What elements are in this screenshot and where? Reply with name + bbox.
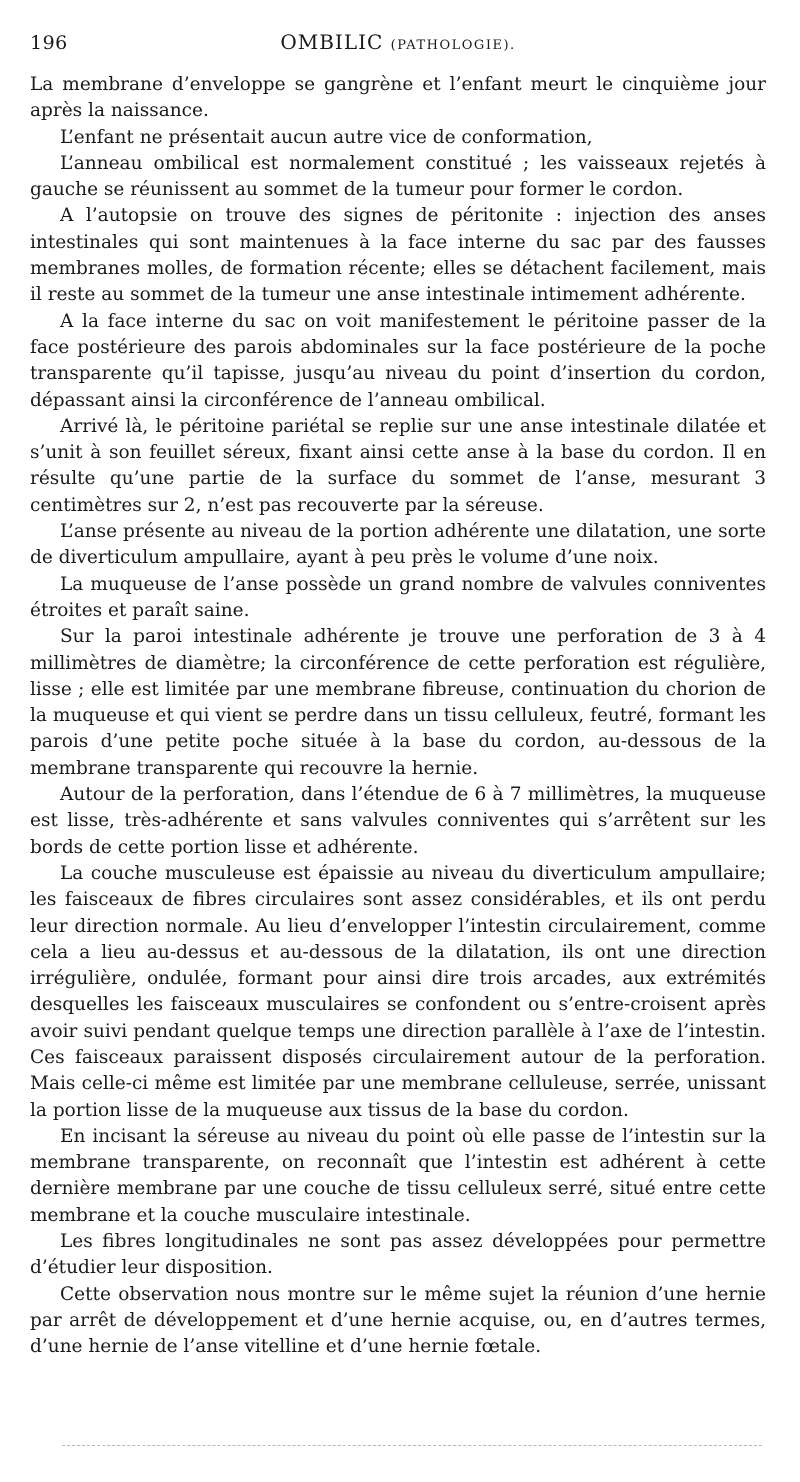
body-text xyxy=(30,72,766,1361)
paragraph: L’anneau ombilical est normalement constitué ; les vaisseaux rejetés à gauche se réunissent au sommet de la tumeur pour former le cordon. xyxy=(30,152,766,201)
paragraph: L’anse présente au niveau de la portion adhérente une dilatation, une sorte de diverticulum ampullaire, ayant à peu près le volume d’une noix. xyxy=(30,521,766,569)
paragraph: Les fibres longitudinales ne sont pas assez développées pour permettre d’étudier leur disposition. xyxy=(30,1231,766,1279)
page-header xyxy=(30,30,766,60)
paragraph: Autour de la perforation, dans l’étendue de 6 à 7 millimètres, la muqueuse est lisse, très-adhérente et sans valvules conniventes qui s’arrêtent sur les bords de cette portion lisse et adhérente. xyxy=(30,784,766,858)
paragraph: La membrane d’enveloppe se gangrène et l’enfant meurt le cinquième jour après la naissance. xyxy=(30,74,766,122)
running-head-section: (PATHOLOGIE). xyxy=(390,38,516,53)
footer-rule xyxy=(62,1445,762,1446)
paragraph: A l’autopsie on trouve des signes de péritonite : injection des anses intestinales qui sont maintenues à la face interne du sac par des fausses membranes molles, de formation récente; elles se détachent facilement, mais il reste au sommet de la tumeur une anse intestinale intimement adhérente. xyxy=(30,205,766,306)
paragraph: Arrivé là, le péritoine pariétal se replie sur une anse intestinale dilatée et s’unit à son feuillet séreux, fixant ainsi cette anse à la base du cordon. Il en résulte qu’une partie de la surface du sommet de l’anse, mesurant 3 centimètres sur 2, n’est pas recouverte par la séreuse. xyxy=(30,415,766,516)
paragraph: La couche musculeuse est épaissie au niveau du diverticulum ampullaire; les faisceaux de fibres circulaires sont assez considérables, et ils ont perdu leur direction normale. Au lieu d’envelopper l’intestin circulairement, comme cela a lieu au-dessus et au-dessous de la dilatation, ils ont une direction irrégulière, ondulée, formant pour ainsi dire trois arcades, aux extrémités desquelles les faisceaux musculaires se confondent ou s’entre-croisent après avoir suivi pendant quelque temps une direction parallèle à l’axe de l’intestin. Ces faisceaux paraissent disposés circulairement autour de la perforation. Mais celle-ci même est limitée par une membrane celluleuse, serrée, unissant la portion lisse de la muqueuse aux tissus de la base du cordon. xyxy=(30,862,766,1121)
paragraph: L’enfant ne présentait aucun autre vice de conformation, xyxy=(60,126,593,148)
paragraph: La muqueuse de l’anse possède un grand nombre de valvules conniventes étroites et paraît saine. xyxy=(30,573,766,621)
paragraph: A la face interne du sac on voit manifestement le péritoine passer de la face postérieure des parois abdominales sur la face postérieure de la poche transparente qu’il tapisse, jusqu’au niveau du point d’insertion du cordon, dépassant ainsi la circonférence de l’anneau ombilical. xyxy=(30,310,766,411)
running-head xyxy=(30,30,766,54)
paragraph: En incisant la séreuse au niveau du point où elle passe de l’intestin sur la membrane transparente, on reconnaît que l’intestin est adhérent à cette dernière membrane par une couche de tissu celluleux serré, situé entre cette membrane et la couche musculaire intestinale. xyxy=(30,1125,766,1226)
page-number: 196 xyxy=(30,32,68,54)
paragraph: Sur la paroi intestinale adhérente je trouve une perforation de 3 à 4 millimètres de diamètre; la circonférence de cette perforation est régulière, lisse ; elle est limitée par une membrane fibreuse, continuation du chorion de la muqueuse et qui vient se perdre dans un tissu celluleux, feutré, formant les parois d’une petite poche située à la base du cordon, au-dessous de la membrane transparente qui recouvre la hernie. xyxy=(30,626,766,779)
paragraph: Cette observation nous montre sur le même sujet la réunion d’une hernie par arrêt de développement et d’une hernie acquise, ou, en d’autres termes, d’une hernie de l’anse vitelline et d’une hernie fœtale. xyxy=(30,1283,766,1358)
running-head-title: OMBILIC xyxy=(280,30,384,54)
book-page xyxy=(30,30,766,1361)
